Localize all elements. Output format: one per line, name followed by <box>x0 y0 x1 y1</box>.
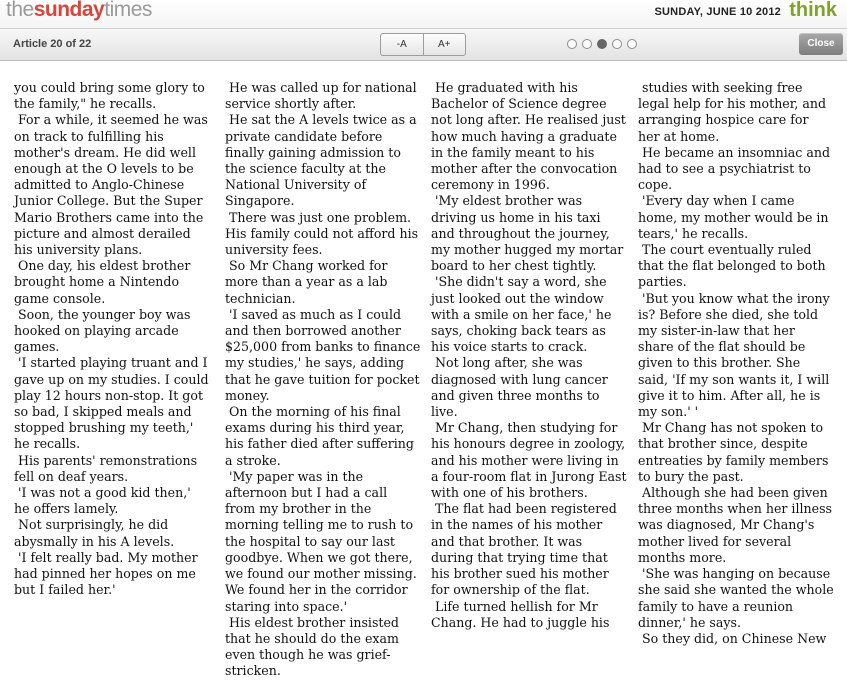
article-paragraph: 'I was not a good kid then,' he offers lamely. <box>14 485 191 517</box>
article-column-4 <box>638 80 834 647</box>
article-paragraph: 'My paper was in the afternoon but I had a call from my brother in the morning telling me to rush to the hospital to say our last goodbye. When we got there, we found our mother missing. We found her in the corridor staring into space.' <box>225 468 417 614</box>
article-paragraph: He became an insomniac and had to see a psychiatrist to cope. <box>638 144 831 193</box>
article-paragraph: studies with seeking free legal help for his mother, and arranging hospice care for her at home. <box>638 80 827 144</box>
article-paragraph: you could bring some glory to the family," he recalls. <box>14 80 205 112</box>
article-paragraph: Mr Chang has not spoken to that brother since, despite entreaties by family members to bury the past. <box>638 420 829 484</box>
article-paragraph: 'She didn't say a word, she just looked out the window with a smile on her face,' he says, choking back tears as his voice starts to crack. <box>431 274 612 355</box>
article-paragraph: 'I saved as much as I could and then borrowed another $25,000 from banks to finance my studies,' he says, adding that he gave tuition for pocket money. <box>225 306 421 403</box>
increase-font-button[interactable]: A+ <box>437 39 451 50</box>
article-paragraph: His parents' remonstrations fell on deaf years. <box>14 452 198 484</box>
page-dot[interactable] <box>567 39 577 49</box>
close-button[interactable]: Close <box>799 33 843 55</box>
article-paragraph: He graduated with his Bachelor of Science degree not long after. He realised just how much having a graduate in the family meant to his mother after the convocation ceremony in 1996. <box>431 80 626 193</box>
logo-the: the <box>6 0 34 21</box>
article-paragraph: Mr Chang, then studying for his honours degree in zoology, and his mother were living in a four-room flat in Jurong East with one of his brothers. <box>431 420 627 501</box>
article-paragraph: One day, his eldest brother brought home a Nintendo game console. <box>14 258 191 306</box>
article-paragraph: For a while, it seemed he was on track to fulfilling his mother's dream. He did well enough at the O levels to be admitted to Anglo-Chinese Junior College. But the Super Mario Brothers came into the picture and almost derailed his university plans. <box>14 112 208 258</box>
article-paragraph: He sat the A levels twice as a private candidate before finally gaining admission to the science faculty at the National University of Singapore. <box>225 112 417 209</box>
article-paragraph: Soon, the younger boy was hooked on playing arcade games. <box>14 306 191 355</box>
article-column-3 <box>431 80 627 631</box>
sunday-times-logo <box>6 0 152 22</box>
article-paragraph: 'Every day when I came home, my mother would be in tears,' he recalls. <box>638 193 829 241</box>
article-paragraph: The court eventually ruled that the flat belonged to both parties. <box>638 242 826 290</box>
article-paragraph: So they did, on Chinese New <box>638 630 827 646</box>
reader-toolbar <box>0 28 847 61</box>
article-paragraph: 'But you know what the irony is? Before she died, she told my sister-in-law that her share of the flat should be given to this brother. She said, 'If my son wants it, I will give it to him. After all, he is my son.' ' <box>638 290 830 420</box>
article-paragraph: Although she had been given three months when her illness was diagnosed, Mr Chang's mother lived for several months more. <box>638 485 832 565</box>
page-dot[interactable] <box>612 39 622 49</box>
logo-times: times <box>104 0 152 21</box>
article-counter: Article 20 of 22 <box>13 38 92 50</box>
masthead <box>0 0 847 28</box>
article-paragraph: So Mr Chang worked for more than a year as a lab technician. <box>225 258 388 306</box>
article-paragraph: 'She was hanging on because she said she wanted the whole family to have a reunion dinner,' he says. <box>638 566 834 630</box>
article-paragraph: There was just one problem. His family could not afford his university fees. <box>225 209 419 258</box>
article-paragraph: 'I felt really bad. My mother had pinned her hopes on me but I failed her.' <box>14 549 198 598</box>
article-paragraph: Life turned hellish for Mr Chang. He had to juggle his <box>431 598 610 630</box>
page-dot[interactable] <box>597 39 607 49</box>
article-column-1 <box>14 80 210 599</box>
article-paragraph: 'I started playing truant and I gave up on my studies. I could play 12 hours non-stop. It got so bad, I skipped meals and stopped brushing my teeth,' he recalls. <box>14 355 209 452</box>
article-body <box>0 60 847 679</box>
font-size-controls <box>380 33 466 56</box>
page-indicator <box>567 39 637 49</box>
article-paragraph: Not long after, she was diagnosed with lung cancer and given three months to live. <box>431 355 608 420</box>
issue-date: SUNDAY, JUNE 10 2012 <box>654 6 781 18</box>
logo-sunday: sunday <box>33 0 105 21</box>
article-paragraph: On the morning of his final exams during his third year, his father died after suffering a stroke. <box>225 404 414 468</box>
article-paragraph: Not surprisingly, he did abysmally in his A levels. <box>14 517 175 549</box>
article-paragraph: The flat had been registered in the names of his mother and that brother. It was during that trying time that his brother sued his mother for ownership of the flat. <box>431 501 617 598</box>
article-column-2 <box>225 80 421 680</box>
article-paragraph: His eldest brother insisted that he should do the exam even though he was grief-stricken. <box>225 614 399 679</box>
article-paragraph: He was called up for national service shortly after. <box>225 80 417 112</box>
think-logo: think <box>789 0 837 21</box>
page-dot[interactable] <box>582 39 592 49</box>
decrease-font-button[interactable]: -A <box>381 34 424 55</box>
article-paragraph: 'My eldest brother was driving us home in his taxi and throughout the journey, my mother hugged my mortar board to her chest tightly. <box>431 193 624 274</box>
page-dot[interactable] <box>627 39 637 49</box>
